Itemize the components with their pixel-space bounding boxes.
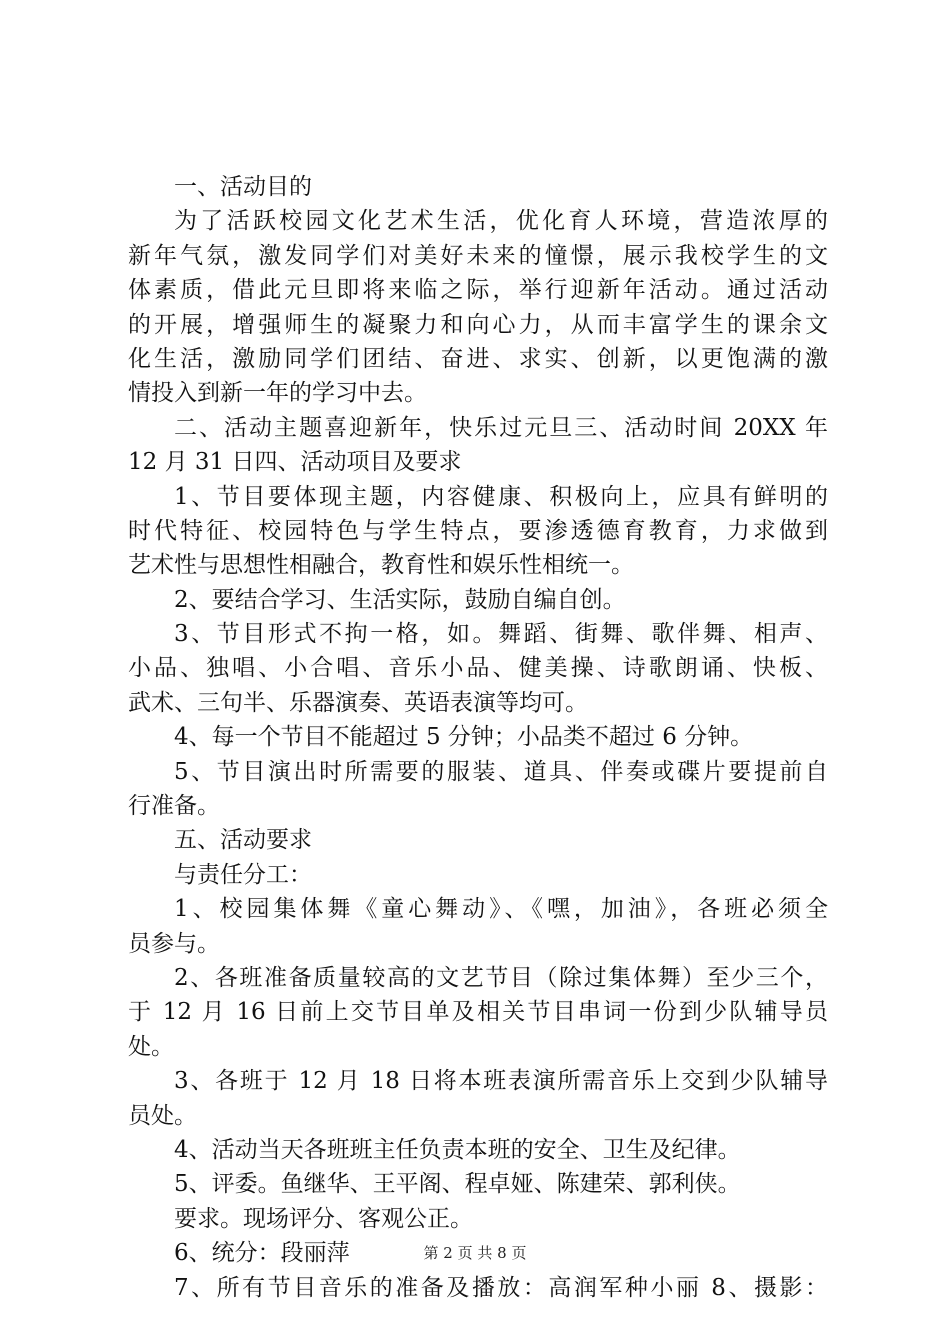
text-line: 2、要结合学习、生活实际，鼓励自编自创。 (174, 586, 626, 613)
text-line: 要求。现场评分、客观公正。 (174, 1205, 473, 1232)
text-line: 3、节目形式不拘一格，如。舞蹈、街舞、歌伴舞、相声、 (174, 621, 828, 648)
text-line: 时代特征、校园特色与学生特点，要渗透德育教育，力求做到 (128, 517, 828, 544)
text-line: 1、节目要体现主题，内容健康、积极向上，应具有鲜明的 (174, 483, 828, 510)
text-line: 3、各班于 12 月 18 日将本班表演所需音乐上交到少队辅导 (174, 1068, 828, 1095)
text-line: 情投入到新一年的学习中去。 (128, 380, 427, 407)
text-line: 化生活，激励同学们团结、奋进、求实、创新，以更饱满的激 (128, 345, 828, 372)
text-line: 五、活动要求 (174, 827, 312, 854)
text-line: 处。 (128, 1033, 174, 1060)
text-line: 艺术性与思想性相融合，教育性和娱乐性相统一。 (128, 552, 634, 579)
text-line: 7、所有节目音乐的准备及播放：高润军种小丽 8、摄影： (174, 1274, 828, 1301)
text-line: 一、活动目的 (174, 174, 312, 200)
text-line: 为了活跃校园文化艺术生活，优化育人环境，营造浓厚的 (174, 208, 828, 235)
text-line: 5、节目演出时所需要的服装、道具、伴奏或碟片要提前自 (174, 758, 828, 785)
text-line: 员参与。 (128, 930, 220, 957)
document-body (128, 170, 828, 1305)
text-line: 5、评委。鱼继华、王平阁、程卓娅、陈建荣、郭利侠。 (174, 1171, 741, 1198)
text-line: 行准备。 (128, 793, 220, 820)
text-line: 小品、独唱、小合唱、音乐小品、健美操、诗歌朗诵、快板、 (128, 655, 828, 682)
text-line: 12 月 31 日四、活动项目及要求 (128, 449, 462, 476)
text-line: 的开展，增强师生的凝聚力和向心力，从而丰富学生的课余文 (128, 311, 828, 338)
text-line: 6、统分：段丽萍 (174, 1240, 350, 1267)
text-line: 与责任分工： (174, 861, 312, 888)
text-line: 武术、三句半、乐器演奏、英语表演等均可。 (128, 689, 588, 716)
text-line: 4、每一个节目不能超过 5 分钟；小品类不超过 6 分钟。 (174, 724, 754, 751)
text-line: 新年气氛，激发同学们对美好未来的憧憬，展示我校学生的文 (128, 242, 828, 269)
text-line: 2、各班准备质量较高的文艺节目（除过集体舞）至少三个， (174, 964, 828, 991)
text-line: 员处。 (128, 1102, 197, 1129)
text-line: 于 12 月 16 日前上交节目单及相关节目串词一份到少队辅导员 (128, 999, 828, 1026)
text-line: 二、活动主题喜迎新年，快乐过元旦三、活动时间 20XX 年 (174, 414, 828, 441)
text-line: 1、校园集体舞《童心舞动》、《嘿，加油》，各班必须全 (174, 896, 828, 923)
page-footer: 第 2 页 共 8 页 (423, 1244, 527, 1262)
text-line: 4、活动当天各班班主任负责本班的安全、卫生及纪律。 (174, 1136, 741, 1163)
text-line: 体素质，借此元旦即将来临之际，举行迎新年活动。通过活动 (128, 277, 828, 304)
